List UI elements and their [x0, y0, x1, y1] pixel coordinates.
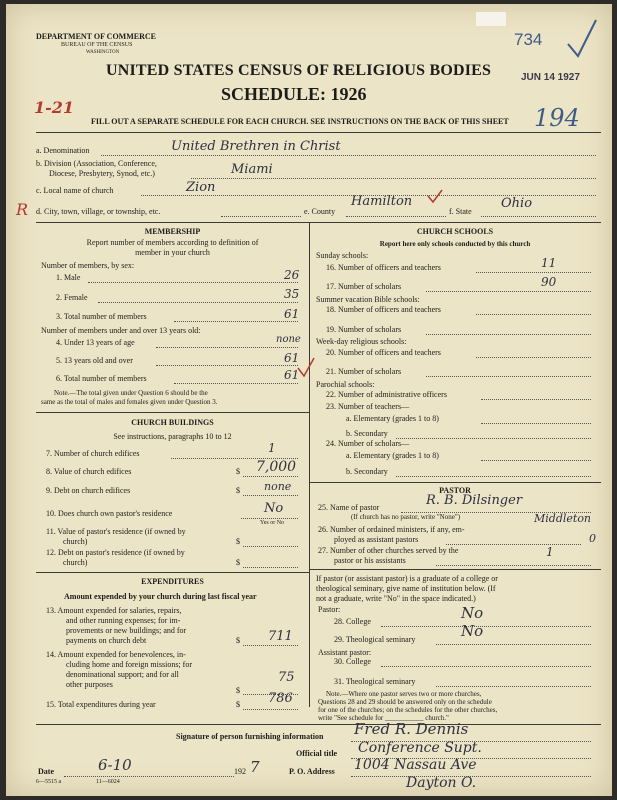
expenditures-title: EXPENDITURES: [141, 577, 204, 586]
q21-label: 21. Number of scholars: [326, 367, 402, 376]
q23b-line: [396, 438, 591, 439]
q24a-line: [481, 460, 591, 461]
pastor-grad-label: Pastor:: [318, 605, 341, 614]
divider: [309, 569, 601, 570]
q12-label: 12. Debt on pastor's residence (if owned by: [46, 548, 185, 557]
dollar-sign: $: [236, 558, 240, 567]
q18-line: [476, 314, 591, 315]
q30-label: 30. College: [334, 657, 371, 666]
divider: [36, 132, 601, 133]
state-value: Ohio: [501, 196, 533, 211]
q29-label: 29. Theological seminary: [334, 635, 416, 644]
q4-line: [156, 347, 298, 348]
expenditures-subtitle: Amount expended by your church during last fiscal year: [64, 592, 257, 601]
dollar-sign: $: [236, 537, 240, 546]
q14-label: 14. Amount expended for benevolences, in-: [46, 650, 186, 659]
year-prefix: 192: [234, 767, 246, 776]
q8-line: [243, 476, 298, 477]
q30-line: [381, 666, 591, 667]
q31-label: 31. Theological seminary: [334, 677, 416, 686]
buildings-title: CHURCH BUILDINGS: [131, 418, 214, 427]
signature-label: Signature of person furnishing information: [176, 732, 324, 741]
membership-note-1: Note.—The total given under Question 6 should be the: [54, 389, 208, 397]
q13-value: 711: [268, 629, 293, 644]
q3-label: 3. Total number of members: [56, 312, 147, 321]
q22-line: [481, 399, 591, 400]
q13-label-2: and other running expenses; for im-: [66, 616, 181, 625]
q6-label: 6. Total number of members: [56, 374, 147, 383]
county-line: [346, 216, 446, 217]
age-intro: Number of members under and over 13 years old:: [41, 326, 201, 335]
q13-label: 13. Amount expended for salaries, repairs,: [46, 606, 182, 615]
q24a-label: a. Elementary (grades 1 to 8): [346, 451, 439, 460]
q7-label: 7. Number of church edifices: [46, 449, 140, 458]
q23a-line: [481, 423, 591, 424]
q15-label: 15. Total expenditures during year: [46, 700, 156, 709]
census-schedule-sheet: [6, 4, 612, 796]
denomination-line: [101, 155, 596, 156]
q2-line: [98, 302, 298, 303]
q29-line: [436, 644, 591, 645]
q21-line: [426, 376, 591, 377]
denomination-label: a. Denomination: [36, 146, 90, 155]
q20-line: [476, 357, 591, 358]
q2-value: 35: [284, 287, 300, 301]
q6-value: 61: [284, 368, 300, 382]
q9-label: 9. Debt on church edifices: [46, 486, 131, 495]
q19-line: [426, 334, 591, 335]
dollar-sign: $: [236, 486, 240, 495]
q26-label-2: ployed as assistant pastors: [334, 535, 419, 544]
q14-label-2: cluding home and foreign missions; for: [66, 660, 192, 669]
q12-line: [243, 567, 298, 568]
parochial-label: Parochial schools:: [316, 380, 375, 389]
pastor-title: PASTOR: [439, 486, 471, 495]
q13-line: [243, 645, 298, 646]
divider: [36, 724, 601, 725]
red-mark: R: [16, 200, 29, 219]
county-value: Hamilton: [351, 194, 413, 209]
pastor-name-value: R. B. Dilsinger: [426, 493, 523, 508]
q27-label-2: pastor or his assistants: [334, 556, 406, 565]
asst-grad-label: Assistant pastor:: [318, 648, 372, 657]
division-line: [191, 178, 596, 179]
membership-title: MEMBERSHIP: [144, 227, 201, 236]
pastor-note-2: Questions 28 and 29 should be answered only on the schedule: [318, 698, 492, 706]
column-divider: [309, 222, 310, 707]
q25-label: 25. Name of pastor: [318, 503, 380, 512]
q16-value: 11: [541, 256, 557, 270]
buildings-subtitle: See instructions, paragraphs 10 to 12: [113, 432, 232, 441]
handwritten-number: 194: [534, 104, 580, 132]
q27-value: 1: [546, 545, 554, 559]
q1-value: 26: [284, 268, 300, 282]
dollar-sign: $: [236, 686, 240, 695]
city-line: [221, 216, 301, 217]
date-value: 6-10: [98, 756, 132, 774]
form-number-2: 11—6024: [96, 779, 120, 785]
q27-label: 27. Number of other churches served by the: [318, 546, 459, 555]
signature-value: Fred R. Dennis: [354, 720, 469, 738]
q7-value: 1: [268, 441, 276, 455]
q4-value: none: [276, 334, 301, 345]
q4-label: 4. Under 13 years of age: [56, 338, 135, 347]
q5-line: [156, 365, 298, 366]
q26-value: 0: [589, 532, 596, 545]
membership-subtitle-2: member in your church: [135, 248, 210, 257]
division-label-2: Diocese, Presbytery, Synod, etc.): [49, 169, 155, 178]
year-value: 7: [250, 758, 260, 776]
q5-value: 61: [284, 351, 300, 365]
pastor-note-1: Note.—Where one pastor serves two or more churches,: [326, 690, 482, 698]
official-title-label: Official title: [296, 749, 338, 758]
official-title-value: Conference Supt.: [358, 740, 482, 756]
q11-label: 11. Value of pastor's residence (if owned by: [46, 527, 186, 536]
q1-label: 1. Male: [56, 273, 81, 282]
schedule-title: SCHEDULE: 1926: [221, 84, 367, 104]
q28-label: 28. College: [334, 617, 371, 626]
dollar-sign: $: [236, 467, 240, 476]
state-line: [481, 216, 596, 217]
q23-label: 23. Number of teachers—: [326, 402, 410, 411]
q14-label-4: other purposes: [66, 680, 113, 689]
q23b-label: b. Secondary: [346, 429, 388, 438]
q8-label: 8. Value of church edifices: [46, 467, 132, 476]
q17-line: [426, 291, 591, 292]
address-value-1: 1004 Nassau Ave: [354, 757, 477, 773]
red-check-icon: [426, 188, 444, 204]
check-mark-icon: [564, 16, 600, 60]
q25-note: (If church has no pastor, write "None"): [351, 513, 461, 521]
date-label: Date: [38, 767, 54, 776]
city-label: WASHINGTON: [86, 50, 120, 55]
q15-value: 786: [268, 691, 293, 706]
grad-note-3: not a graduate, write "No" in the space indicated.): [316, 594, 476, 603]
divider: [36, 222, 601, 223]
state-label: f. State: [449, 207, 472, 216]
q19-label: 19. Number of scholars: [326, 325, 402, 334]
q18-label: 18. Number of officers and teachers: [326, 305, 441, 314]
q24b-label: b. Secondary: [346, 467, 388, 476]
q29-value: No: [461, 622, 484, 640]
page-title: UNITED STATES CENSUS OF RELIGIOUS BODIES: [106, 62, 492, 79]
date-line: [64, 776, 234, 777]
q2-label: 2. Female: [56, 293, 88, 302]
pastor-location-value: Middleton: [534, 512, 592, 525]
q24-label: 24. Number of scholars—: [326, 439, 410, 448]
grad-note-1: If pastor (or assistant pastor) is a graduate of a college or: [316, 574, 498, 583]
q26-label: 26. Number of ordained ministers, if any, em-: [318, 525, 465, 534]
q26-line: [446, 544, 581, 545]
q16-label: 16. Number of officers and teachers: [326, 263, 441, 272]
divider: [309, 482, 601, 483]
q12-label-2: church): [63, 558, 88, 567]
by-sex-label: Number of members, by sex:: [41, 261, 135, 270]
local-name-label: c. Local name of church: [36, 186, 114, 195]
q28-value: No: [461, 604, 484, 622]
stamp-number: 734: [514, 30, 543, 49]
q14-value: 75: [278, 670, 295, 685]
q17-value: 90: [541, 275, 557, 289]
q10-line: [241, 518, 298, 519]
yes-no-hint: Yes or No: [260, 520, 285, 526]
q22-label: 22. Number of administrative officers: [326, 390, 447, 399]
county-label: e. County: [304, 207, 336, 216]
q6-line: [174, 383, 298, 384]
form-number: 6—5515 a: [36, 779, 62, 785]
instruction-line: FILL OUT A SEPARATE SCHEDULE FOR EACH CHURCH. SEE INSTRUCTIONS ON THE BACK OF THIS SHEET: [91, 117, 509, 126]
q23a-label: a. Elementary (grades 1 to 8): [346, 414, 439, 423]
schools-title: CHURCH SCHOOLS: [416, 227, 494, 236]
red-check-icon: [296, 356, 316, 380]
q3-line: [174, 321, 298, 322]
dept-label: DEPARTMENT OF COMMERCE: [36, 32, 157, 41]
q11-line: [243, 546, 298, 547]
schools-subtitle: Report here only schools conducted by this church: [379, 240, 531, 248]
pastor-note-4: write "See schedule for ___________ church.": [318, 714, 449, 722]
q15-line: [243, 709, 298, 710]
bureau-label: BUREAU OF THE CENSUS: [61, 42, 133, 48]
division-label: b. Division (Association, Conference,: [36, 159, 157, 168]
pastor-note-3: for one of the churches; on the schedules for the other churches,: [318, 706, 498, 714]
q20-label: 20. Number of officers and teachers: [326, 348, 441, 357]
q17-label: 17. Number of scholars: [326, 282, 402, 291]
q5-label: 5. 13 years old and over: [56, 356, 133, 365]
q14-label-3: denominational support; and for all: [66, 670, 179, 679]
local-name-value: Zion: [186, 180, 216, 195]
q13-label-4: payments on church debt: [66, 636, 147, 645]
q10-value: No: [264, 501, 284, 516]
q3-value: 61: [284, 307, 300, 321]
handwritten-id: 1-21: [34, 98, 75, 117]
divider: [36, 412, 309, 413]
dollar-sign: $: [236, 636, 240, 645]
divider: [36, 572, 309, 573]
denomination-value: United Brethren in Christ: [171, 139, 341, 154]
city-field-label: d. City, town, village, or township, etc.: [36, 207, 161, 216]
membership-note-2: same as the total of males and females given under Question 3.: [41, 398, 218, 406]
q1-line: [88, 282, 298, 283]
received-date-stamp: JUN 14 1927: [521, 72, 580, 83]
q13-label-3: provements or new buildings; and for: [66, 626, 187, 635]
membership-subtitle-1: Report number of members according to definition of: [86, 238, 259, 247]
paper-patch: [476, 12, 506, 26]
q28-line: [381, 626, 591, 627]
q31-line: [436, 686, 591, 687]
q10-label: 10. Does church own pastor's residence: [46, 509, 173, 518]
weekday-label: Week-day religious schools:: [316, 337, 407, 346]
q8-value: 7,000: [256, 459, 297, 475]
grad-note-2: theological seminary, give name of institution below. (If: [316, 584, 496, 593]
division-value: Miami: [231, 162, 273, 177]
dollar-sign: $: [236, 700, 240, 709]
sunday-label: Sunday schools:: [316, 251, 369, 260]
summer-label: Summer vacation Bible schools:: [316, 295, 420, 304]
address-value-2: Dayton O.: [406, 775, 477, 791]
q27-line: [436, 565, 591, 566]
q11-label-2: church): [63, 537, 88, 546]
q9-line: [243, 495, 298, 496]
q9-value: none: [264, 480, 292, 493]
address-label: P. O. Address: [289, 767, 335, 776]
q24b-line: [396, 476, 591, 477]
q16-line: [476, 272, 591, 273]
